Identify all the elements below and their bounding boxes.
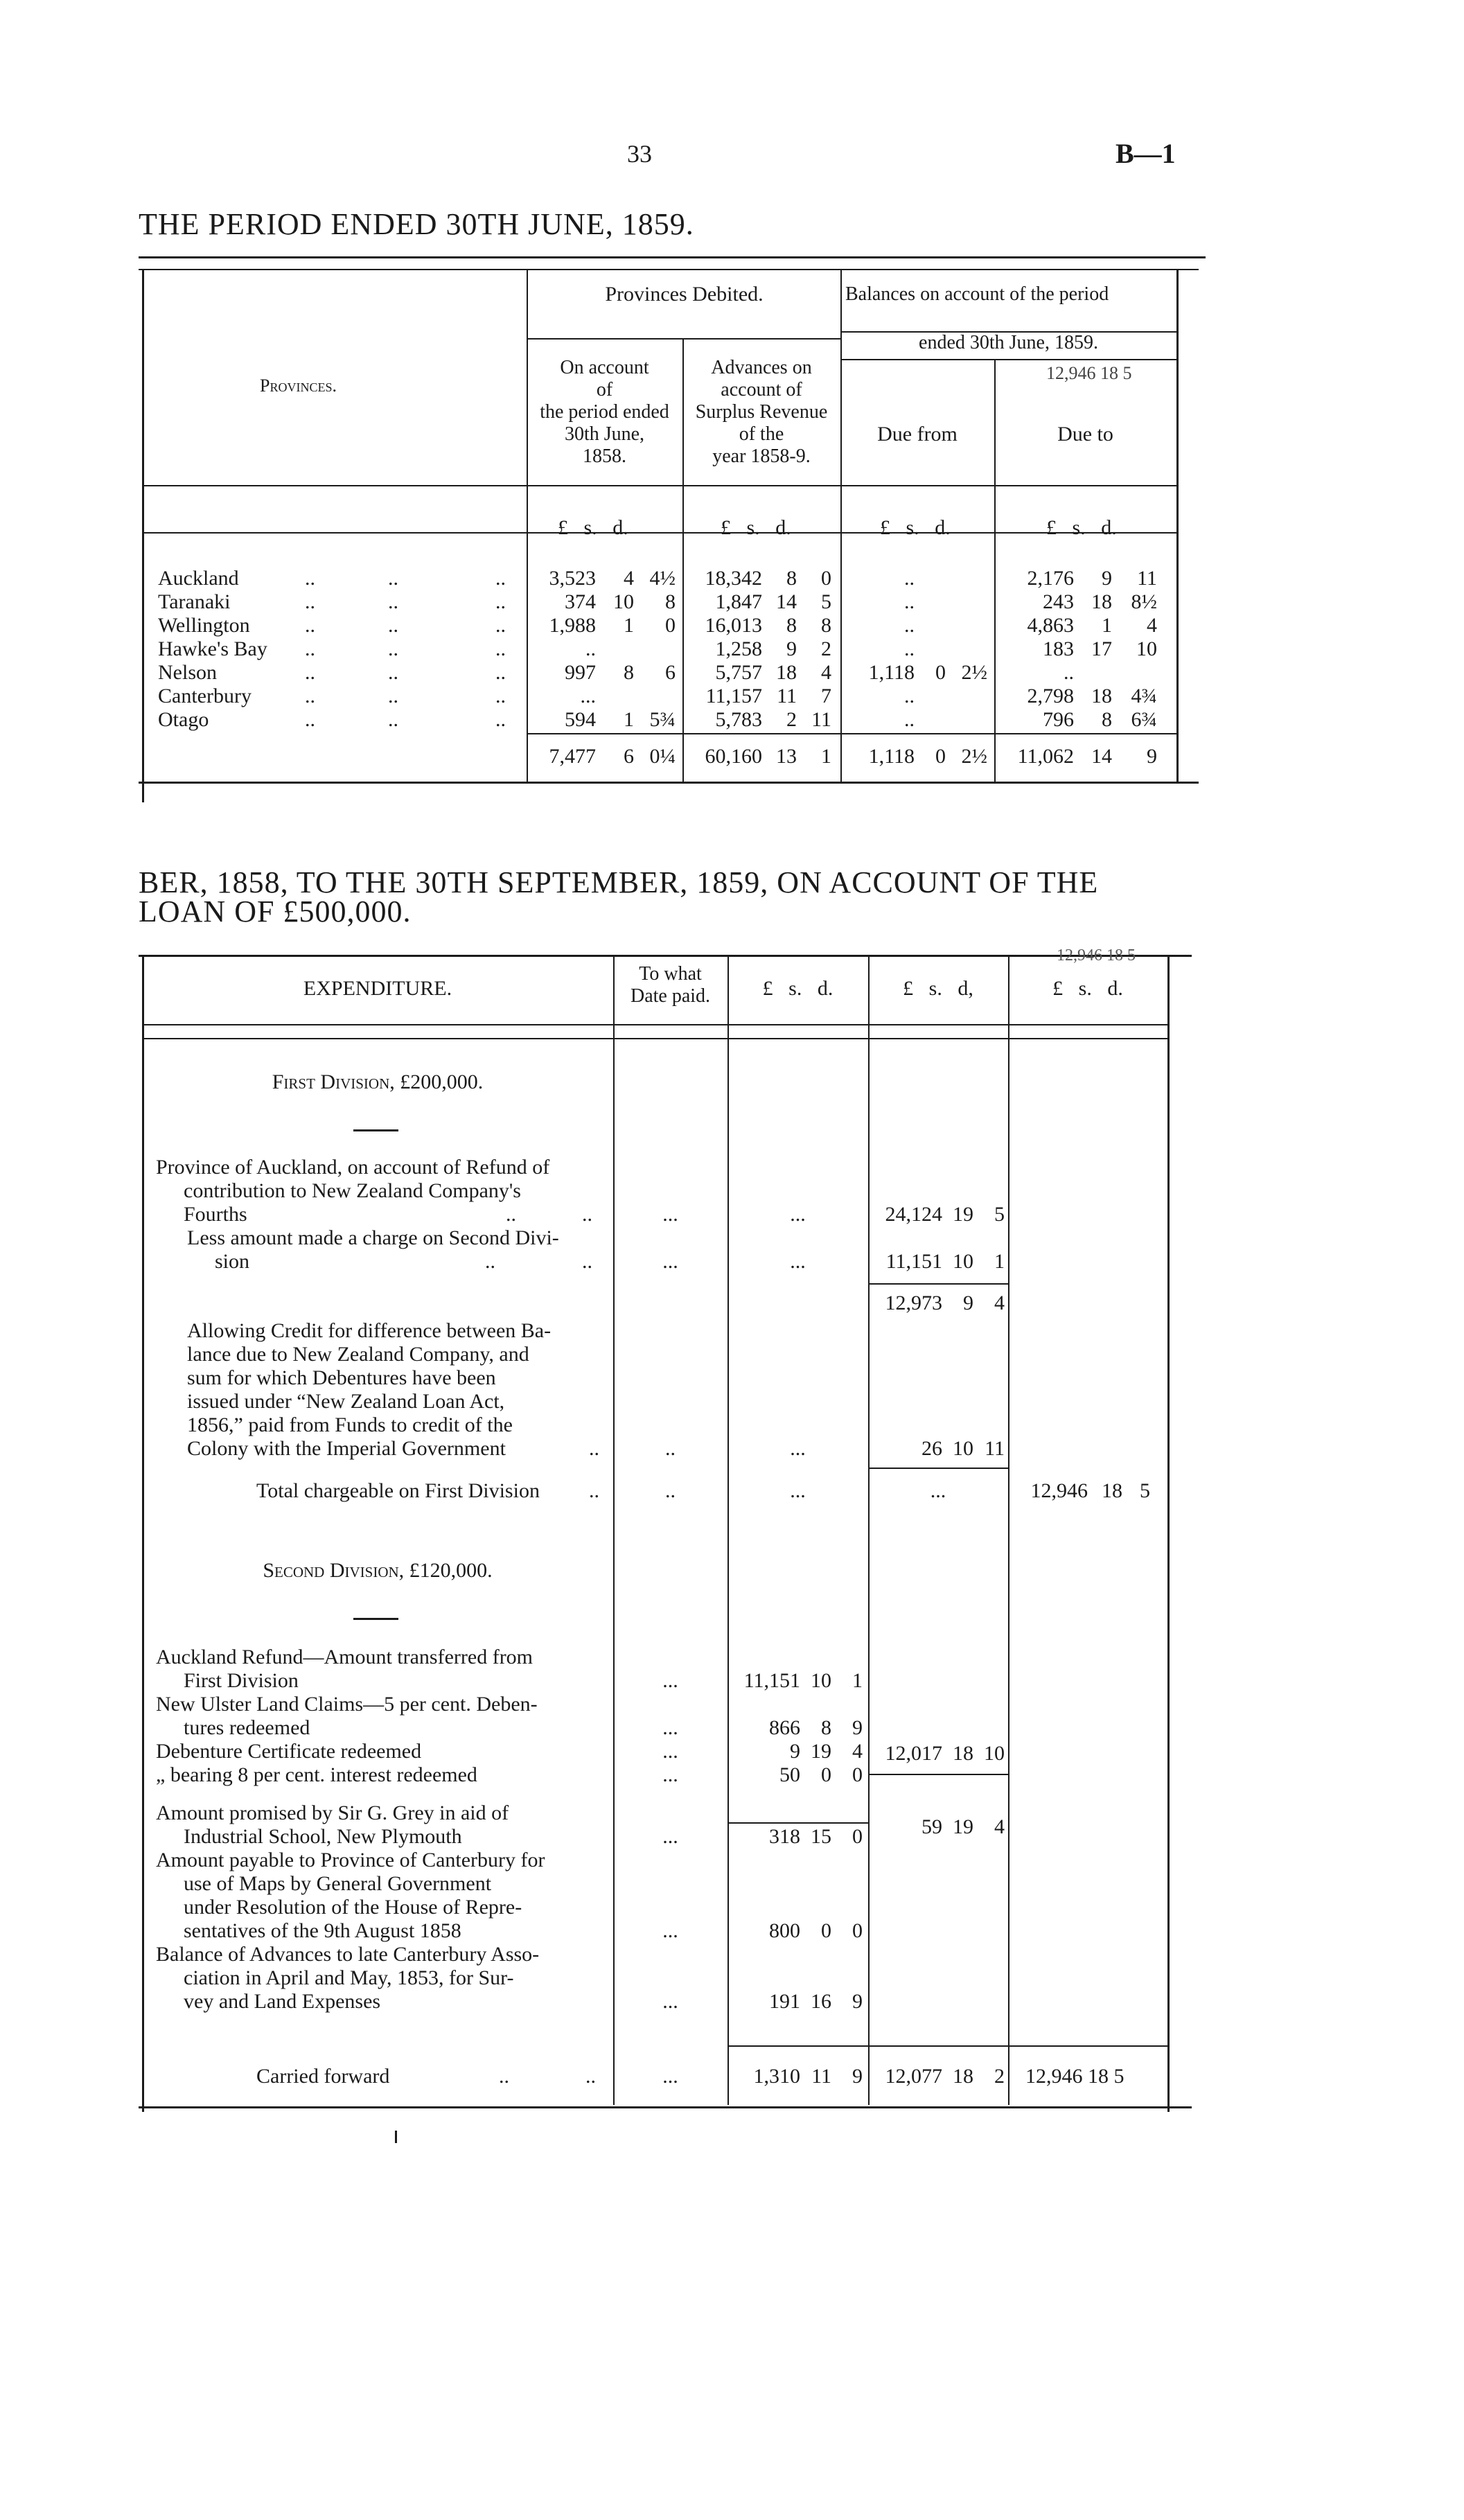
amount-cell: 3,523 bbox=[549, 567, 596, 590]
leader-dots: .. bbox=[305, 614, 315, 637]
amount-cell: 9 bbox=[852, 1990, 863, 2013]
amount-cell: 2,176 bbox=[1027, 567, 1074, 590]
amount-cell: 183 bbox=[1043, 637, 1074, 660]
dots: .. bbox=[485, 1250, 495, 1273]
date-ellipsis: ... bbox=[662, 1250, 678, 1273]
amount-cell: .. bbox=[904, 685, 915, 707]
amount-cell: 1 bbox=[1102, 614, 1112, 637]
amount-cell: 16 bbox=[811, 1990, 831, 2013]
amount-cell: 1,118 bbox=[868, 661, 915, 684]
second-division-heading: Second Division, £120,000. bbox=[263, 1559, 493, 1582]
sd-item-line: vey and Land Expenses bbox=[184, 1990, 381, 2013]
amount-cell: 1,258 bbox=[715, 637, 762, 660]
amount-cell: 191 bbox=[769, 1990, 800, 2013]
title-rule bbox=[139, 256, 1206, 258]
leader-dots: .. bbox=[305, 708, 315, 731]
leader-dots: .. bbox=[388, 685, 398, 707]
amount-cell: 14 bbox=[776, 590, 797, 613]
amount-cell: 0 bbox=[852, 1763, 863, 1786]
province-name: Wellington bbox=[158, 614, 250, 637]
leader-dots: .. bbox=[305, 685, 315, 707]
amount-ellipsis: ... bbox=[790, 1250, 806, 1273]
table2-top-margin-note: 12,946 18 5 bbox=[1057, 946, 1136, 964]
amount-ellipsis: ... bbox=[790, 1203, 806, 1226]
amount-cell: 1 bbox=[624, 614, 634, 637]
amount-cell: 19 bbox=[811, 1740, 831, 1763]
amount-cell: 4 bbox=[821, 661, 831, 684]
col-on-account: On account of the period ended 30th June, 1858. bbox=[540, 357, 669, 467]
leader-dots: .. bbox=[388, 567, 398, 590]
amount-cell: 2½ bbox=[961, 661, 987, 684]
group-balances: Balances on account of the period bbox=[845, 283, 1109, 305]
amount-cell: .. bbox=[904, 708, 915, 731]
amount-cell: 10 bbox=[613, 590, 634, 613]
amount-cell: 11,157 bbox=[705, 685, 762, 707]
date-ellipsis: ... bbox=[662, 1825, 678, 1848]
units-col-b: £ s. d, bbox=[903, 977, 973, 1000]
amount-cell: 18 bbox=[1091, 685, 1112, 707]
amount-cell: 17 bbox=[1091, 637, 1112, 660]
amount-cell: 0 bbox=[852, 1825, 863, 1848]
amount-cell: 1 bbox=[624, 708, 634, 731]
leader-dots: .. bbox=[388, 590, 398, 613]
amount-cell: 10 bbox=[1136, 637, 1157, 660]
amount-cell: .. bbox=[585, 637, 596, 660]
amount-cell: 2 bbox=[786, 708, 797, 731]
amount-cell: 18,342 bbox=[705, 567, 762, 590]
amount-cell: .. bbox=[904, 614, 915, 637]
units-on-account: £ s. d. bbox=[558, 516, 628, 539]
dots: .. bbox=[589, 1437, 599, 1460]
dots: .. bbox=[585, 2065, 596, 2088]
amount-ellipsis: ... bbox=[790, 1437, 806, 1460]
leader-dots: .. bbox=[495, 708, 506, 731]
amount-cell: 1 bbox=[852, 1669, 863, 1692]
sd-item-line: Amount payable to Province of Canterbury for bbox=[156, 1849, 545, 1871]
sd-item-line: Amount promised by Sir G. Grey in aid of bbox=[156, 1801, 509, 1824]
group-provinces-debited: Provinces Debited. bbox=[605, 283, 764, 306]
fd-item-1: Province of Auckland, on account of Refund of contribution to New Zealand Company's Fourths bbox=[156, 1156, 550, 1226]
units-advances: £ s. d. bbox=[721, 516, 791, 539]
carried-forward-3: 12,946 18 5 bbox=[1025, 2065, 1125, 2088]
amount-cell: 0 bbox=[821, 1919, 831, 1942]
amount-cell: 11 bbox=[811, 708, 831, 731]
date-ellipsis: ... bbox=[662, 1990, 678, 2013]
amount-cell: ... bbox=[580, 685, 596, 707]
sd-item-line: Auckland Refund—Amount transferred from bbox=[156, 1646, 533, 1668]
province-name: Canterbury bbox=[158, 685, 252, 707]
units-col-c: £ s. d. bbox=[1052, 977, 1123, 1000]
amount-cell: 10 bbox=[811, 1669, 831, 1692]
leader-dots: .. bbox=[305, 637, 315, 660]
amount-cell: 18 bbox=[776, 661, 797, 684]
amount-cell: 866 bbox=[769, 1716, 800, 1739]
amount-cell: 9 bbox=[1102, 567, 1112, 590]
date-ellipsis: ... bbox=[662, 1919, 678, 1942]
amount-cell: 6¾ bbox=[1131, 708, 1157, 731]
amount-cell: 50 bbox=[779, 1763, 800, 1786]
first-division-heading: First Division, £200,000. bbox=[272, 1070, 484, 1093]
amount-cell: 11,151 bbox=[743, 1669, 800, 1692]
dots: .. bbox=[589, 1479, 599, 1502]
amount-cell: 5¾ bbox=[649, 708, 676, 731]
amount-cell: 4 bbox=[1147, 614, 1157, 637]
sd-item-line: sentatives of the 9th August 1858 bbox=[184, 1919, 461, 1942]
amount-cell: 243 bbox=[1043, 590, 1074, 613]
sd-item-line: „ bearing 8 per cent. interest redeemed bbox=[156, 1763, 477, 1786]
leader-dots: .. bbox=[388, 637, 398, 660]
amount-cell: 0 bbox=[821, 1763, 831, 1786]
amount-cell: 2 bbox=[821, 637, 831, 660]
amount-cell: .. bbox=[1064, 661, 1074, 684]
amount-cell: 796 bbox=[1043, 708, 1074, 731]
amount-cell: 5,783 bbox=[715, 708, 762, 731]
amount-cell: 4½ bbox=[649, 567, 676, 590]
dots: .. bbox=[582, 1250, 592, 1273]
leader-dots: .. bbox=[388, 661, 398, 684]
dots: .. bbox=[506, 1203, 516, 1226]
fd-total-label: Total chargeable on First Division bbox=[256, 1479, 540, 1502]
amount-cell: 4¾ bbox=[1131, 685, 1157, 707]
carried-forward-label: Carried forward bbox=[256, 2065, 390, 2088]
amount-cell: 9 bbox=[790, 1740, 800, 1763]
amount-cell: 4 bbox=[624, 567, 634, 590]
section2-title-line2: LOAN OF £500,000. bbox=[139, 895, 412, 928]
section2-title-line1: BER, 1858, TO THE 30TH SEPTEMBER, 1859, ON ACCOUNT OF THE bbox=[139, 865, 1099, 899]
units-due-from: £ s. d. bbox=[880, 516, 951, 539]
sd-item-line: Balance of Advances to late Canterbury Asso- bbox=[156, 1943, 540, 1966]
leader-dots: .. bbox=[495, 614, 506, 637]
leader-dots: .. bbox=[388, 708, 398, 731]
date-dots: .. bbox=[665, 1479, 676, 1502]
amount-cell: 318 bbox=[769, 1825, 800, 1848]
page-title: THE PERIOD ENDED 30TH JUNE, 1859. bbox=[139, 207, 694, 241]
amount-cell: 0 bbox=[665, 614, 676, 637]
amount-cell: 16,013 bbox=[705, 614, 762, 637]
sd-item-line: ciation in April and May, 1853, for Sur- bbox=[184, 1966, 514, 1989]
col-expenditure: EXPENDITURE. bbox=[303, 977, 452, 1000]
amount-cell: 8 bbox=[624, 661, 634, 684]
amount-cell: 8 bbox=[665, 590, 676, 613]
leader-dots: .. bbox=[495, 661, 506, 684]
page-number: 33 bbox=[627, 140, 652, 168]
dots: .. bbox=[499, 2065, 509, 2088]
amount-cell: .. bbox=[904, 590, 915, 613]
dots: .. bbox=[582, 1203, 592, 1226]
amount-cell: 9 bbox=[786, 637, 797, 660]
province-name: Auckland bbox=[158, 567, 239, 590]
amount-cell: 7 bbox=[821, 685, 831, 707]
amount-cell: 374 bbox=[565, 590, 596, 613]
margin-mark bbox=[395, 2131, 397, 2143]
sd-item-line: use of Maps by General Government bbox=[184, 1872, 492, 1895]
leader-dots: .. bbox=[388, 614, 398, 637]
leader-dots: .. bbox=[305, 590, 315, 613]
group-balances-period: ended 30th June, 1859. bbox=[919, 332, 1098, 353]
amount-cell: 8 bbox=[821, 1716, 831, 1739]
leader-dots: .. bbox=[305, 661, 315, 684]
leader-dots: .. bbox=[495, 590, 506, 613]
province-name: Taranaki bbox=[158, 590, 231, 613]
date-ellipsis: ... bbox=[662, 1203, 678, 1226]
date-ellipsis: ... bbox=[662, 1763, 678, 1786]
amount-cell: 18 bbox=[1091, 590, 1112, 613]
amount-cell: 9 bbox=[852, 1716, 863, 1739]
fd-item-3: Allowing Credit for difference between Ba- lance due to New Zealand Company, and sum for which Debentures have been issued under “New Zealand Loan Act, 1856,” paid from Funds to credit of the Colony with the Imperial Government bbox=[187, 1319, 552, 1460]
date-ellipsis: ... bbox=[662, 1740, 678, 1763]
amount-cell: 0 bbox=[821, 567, 831, 590]
col-date-paid: To what Date paid. bbox=[630, 963, 711, 1007]
leader-dots: .. bbox=[495, 567, 506, 590]
table1-margin-note: 12,946 18 5 bbox=[1046, 363, 1132, 383]
amount-cell: .. bbox=[904, 637, 915, 660]
leader-dots: .. bbox=[495, 637, 506, 660]
amount-cell: 6 bbox=[665, 661, 676, 684]
sd-item-line: New Ulster Land Claims—5 per cent. Deben- bbox=[156, 1693, 538, 1716]
amount-cell: 1,847 bbox=[715, 590, 762, 613]
fd-item-2: Less amount made a charge on Second Divi- sion bbox=[187, 1226, 559, 1273]
amount-cell: 5,757 bbox=[715, 661, 762, 684]
page-reference: B—1 bbox=[1115, 138, 1176, 169]
sd-item-line: Industrial School, New Plymouth bbox=[184, 1825, 462, 1848]
amount-ellipsis: ... bbox=[930, 1479, 946, 1502]
amount-cell: 1,988 bbox=[549, 614, 596, 637]
amount-cell: 8 bbox=[786, 567, 797, 590]
units-col-a: £ s. d. bbox=[762, 977, 834, 1000]
amount-ellipsis: ... bbox=[790, 1479, 806, 1502]
amount-cell: 0 bbox=[935, 661, 946, 684]
amount-cell: 8½ bbox=[1131, 590, 1157, 613]
sd-item-line: Debenture Certificate redeemed bbox=[156, 1740, 422, 1763]
amount-cell: 8 bbox=[821, 614, 831, 637]
amount-cell: 8 bbox=[786, 614, 797, 637]
amount-cell: 997 bbox=[565, 661, 596, 684]
date-dots: .. bbox=[665, 1437, 676, 1460]
leader-dots: .. bbox=[305, 567, 315, 590]
col-due-to: Due to bbox=[1057, 423, 1113, 446]
date-ellipsis: ... bbox=[662, 1716, 678, 1739]
col-due-from: Due from bbox=[877, 423, 958, 446]
units-due-to: £ s. d. bbox=[1046, 516, 1117, 539]
province-name: Hawke's Bay bbox=[158, 637, 267, 660]
amount-cell: 0 bbox=[852, 1919, 863, 1942]
sd-item-line: tures redeemed bbox=[184, 1716, 310, 1739]
amount-cell: 5 bbox=[821, 590, 831, 613]
col-advances: Advances on account of Surplus Revenue of the year 1858-9. bbox=[695, 357, 828, 467]
province-name: Otago bbox=[158, 708, 209, 731]
amount-cell: 2,798 bbox=[1027, 685, 1074, 707]
amount-cell: .. bbox=[904, 567, 915, 590]
amount-cell: 594 bbox=[565, 708, 596, 731]
amount-cell: 800 bbox=[769, 1919, 800, 1942]
sd-item-line: under Resolution of the House of Repre- bbox=[184, 1896, 522, 1919]
amount-cell: 11 bbox=[777, 685, 797, 707]
amount-cell: 4 bbox=[852, 1740, 863, 1763]
amount-cell: 11 bbox=[1137, 567, 1157, 590]
date-ellipsis: ... bbox=[662, 1669, 678, 1692]
leader-dots: .. bbox=[495, 685, 506, 707]
amount-cell: 4,863 bbox=[1027, 614, 1074, 637]
sd-item-line: First Division bbox=[184, 1669, 299, 1692]
province-name: Nelson bbox=[158, 661, 217, 684]
amount-cell: 8 bbox=[1102, 708, 1112, 731]
col-provinces: Provinces. bbox=[260, 376, 337, 396]
date-ellipsis: ... bbox=[662, 2065, 678, 2088]
amount-cell: 15 bbox=[811, 1825, 831, 1848]
